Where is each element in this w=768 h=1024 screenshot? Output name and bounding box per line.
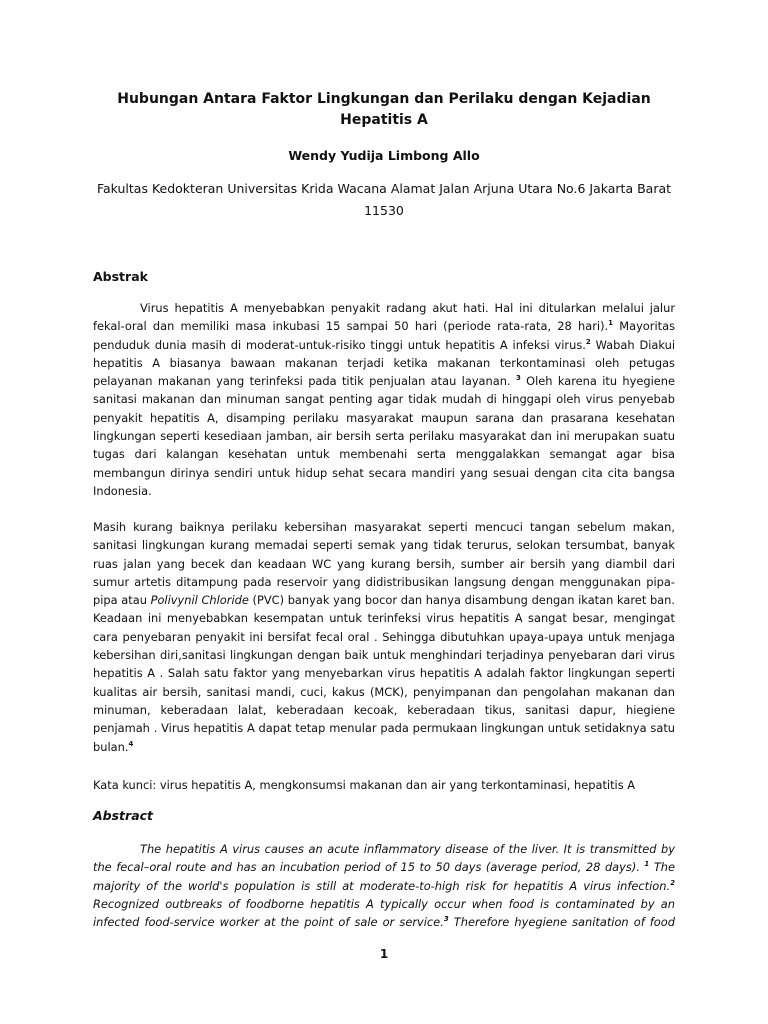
abstrak-p1-line: membangun dirinya sendiri untuk hidup sehat secara mandiri yang sesuai dengan cita cita bangsa (93, 465, 675, 480)
abstrak-heading: Abstrak (93, 269, 148, 284)
footnote-ref: 2 (670, 878, 675, 887)
footnote-ref: 2 (585, 337, 591, 346)
abstrak-p2-line: sumur artetis ditampung pada reservoir yang didistribusikan langsung dengan menggunakan pipa- (93, 574, 675, 589)
abstrak-p2-line: Masih kurang baiknya perilaku kebersihan masyarakat seperti mencuci tangan sebelum makan, (93, 520, 675, 534)
abstrak-p2-line: sanitasi lingkungan kurang memadai seperti semak yang tidak terurus, selokan tersumbat, banyak (93, 538, 675, 553)
abstrak-p2-line: Keadaan ini menyebabkan kesempatan untuk terinfeksi virus hepatitis A sangat besar, mengingat (93, 611, 675, 626)
abstrak-p2-line: kebersihan diri,sanitasi lingkungan dengan baik untuk menghindari terjadinya penyebaran dari virus (93, 648, 675, 663)
abstrak-p2-line: minuman, keberadaan lalat, keberadaan kecoak, keberadaan tikus, sanitasi dapur, hiegiene (93, 702, 675, 717)
footnote-ref: 1 (644, 860, 650, 869)
abstrak-p1-line: hepatitis A biasanya bawaan makanan terjadi ketika makanan terkontaminasi oleh petugas (93, 355, 675, 370)
abstrak-p1-line: lingkungan seperti kesediaan jamban, air bersih serta perilaku masyarakat dan ini merupakan suatu (93, 429, 675, 444)
abstrak-p2-line: ruas jalan yang becek dan keadaan WC yang kurang bersih, sumber air bersih yang diambil dari (93, 556, 675, 571)
abstrak-p2-line: cara penyebaran penyakit ini bersifat fecal oral . Sehingga dibutuhkan upaya-upaya untuk menjaga (93, 629, 675, 644)
affiliation-line-2: 11530 (364, 203, 404, 218)
abstrak-p1-line: Virus hepatitis A menyebabkan penyakit radang akut hati. Hal ini ditularkan melalui jalur (140, 301, 675, 315)
footnote-ref: 3 (515, 374, 521, 383)
abstrak-paragraph-1 (93, 299, 675, 500)
abstract-line: Recognized outbreaks of foodborne hepatitis A typically occur when food is contaminated by an (93, 896, 675, 911)
abstrak-p1-line: fekal-oral dan memiliki masa inkubasi 15 sampai 50 hari (periode rata-rata, 28 hari).$^1$ Mayoritas (93, 319, 676, 334)
abstract-line: the fecal–oral route and has an incubation period of 15 to 50 days (average period, 28 days). $^1$ The (93, 860, 675, 875)
footnote-ref: 1 (608, 319, 614, 328)
abstract-paragraph (93, 840, 675, 931)
abstract-heading: Abstract (93, 808, 154, 823)
abstract-line: The hepatitis A virus causes an acute inflammatory disease of the liver. It is transmitted by (140, 842, 675, 856)
footnote-ref: 4 (128, 739, 134, 748)
abstrak-p1-line: tugas dari kalangan kesehatan untuk membenahi serta menggalakkan semangat agar bisa (93, 447, 675, 462)
abstrak-p1-line: pelayanan makanan yang terinfeksi pada titik penjualan atau layanan. $^3$ Oleh karena itu hyegiene (93, 374, 676, 389)
abstract-line: majority of the world's population is still at moderate-to-high risk for hepatitis A virus infection.$^2$ (93, 878, 675, 893)
affiliation-line-1: Fakultas Kedokteran Universitas Krida Wacana Alamat Jalan Arjuna Utara No.6 Jakarta Barat (96, 181, 672, 196)
abstrak-p2-line: bulan.$^4$ (93, 739, 134, 754)
abstrak-p1-line: Indonesia. (93, 483, 152, 498)
author-name: Wendy Yudija Limbong Allo (288, 148, 480, 163)
page-number: 1 (379, 947, 389, 961)
abstrak-p1-line: penyakit hepatitis A, disamping perilaku masyarakat maupun sarana dan prasarana kesehatan (93, 410, 675, 425)
keywords-line: Kata kunci: virus hepatitis A, mengkonsumsi makanan dan air yang terkontaminasi, hepatitis A (93, 778, 636, 792)
abstrak-p1-line: penduduk dunia masih di moderat-untuk-risiko tinggi untuk hepatitis A infeksi virus.$^2$ Wabah Diakui (93, 337, 676, 352)
chemical-name: Polivynil Chloride (150, 593, 249, 608)
document-title: Hubungan Antara Faktor Lingkungan dan Perilaku dengan Kejadian Hepatitis A (117, 91, 651, 128)
abstrak-p2-line: pipa atau Polivynil Chloride (PVC) banyak yang bocor dan hanya disambung dengan ikatan karet ban. (93, 593, 676, 608)
abstrak-p1-line: sanitasi makanan dan minuman sangat penting agar tidak mudah di hinggapi oleh virus penyebab (93, 392, 675, 407)
abstrak-p2-line: penjamah . Virus hepatitis A dapat tetap menular pada permukaan lingkungan untuk setidaknya satu (93, 721, 675, 736)
abstrak-paragraph-2 (93, 518, 675, 756)
footnote-ref: 3 (443, 915, 449, 924)
abstrak-p2-line: hepatitis A . Salah satu faktor yang menyebarkan virus hepatitis A adalah faktor lingkungan seperti (93, 666, 675, 681)
keywords (93, 776, 675, 794)
affiliation (80, 178, 688, 222)
abstract-line: infected food-service worker at the point of sale or service.$^3$ Therefore hyegiene sanitation of food (93, 915, 675, 930)
abstrak-p2-line: kualitas air bersih, sanitasi mandi, cuci, kakus (MCK), penyimpanan dan pengolahan makanan dan (93, 684, 675, 699)
